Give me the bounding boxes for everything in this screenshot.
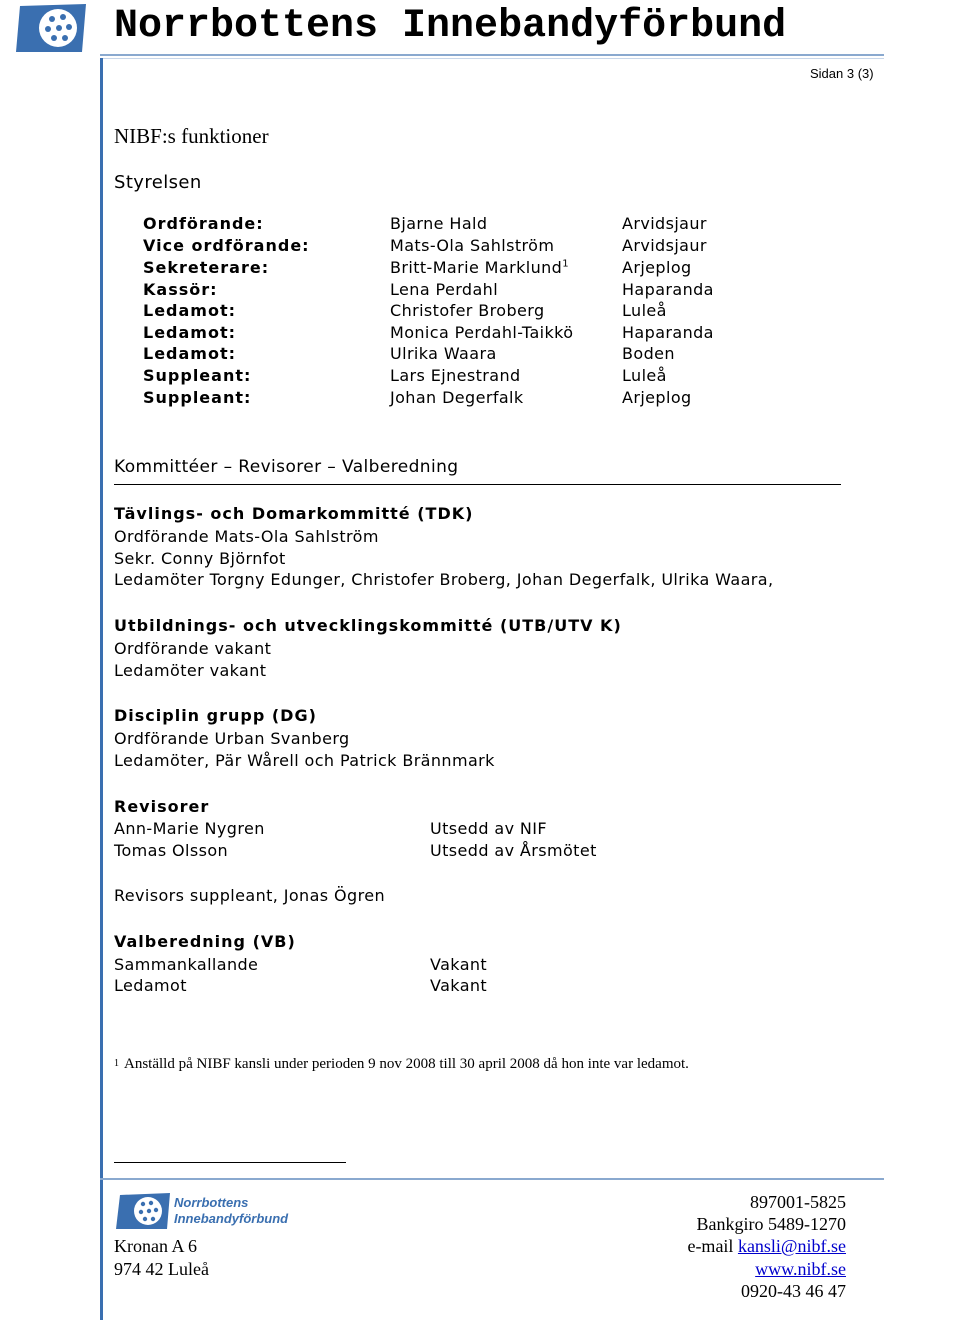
footer-web-link[interactable]: www.nibf.se <box>755 1259 846 1279</box>
footer-divider <box>100 1178 884 1180</box>
board-role: Ordförande: <box>143 214 264 233</box>
tdk-chair: Ordförande Mats-Ola Sahlström <box>114 527 379 546</box>
board-role: Sekreterare: <box>143 258 270 277</box>
utb-members: Ledamöter vakant <box>114 661 267 680</box>
utb-chair: Ordförande vakant <box>114 639 272 658</box>
footnote-text: Anställd på NIBF kansli under perioden 9 nov 2008 till 30 april 2008 då hon inte var ledamot. <box>124 1056 689 1072</box>
footer-logo-line2: Innebandyförbund <box>174 1211 289 1226</box>
dg-title: Disciplin grupp (DG) <box>114 706 317 725</box>
auditor-note: Utsedd av NIF <box>430 819 548 838</box>
auditor-name: Tomas Olsson <box>114 841 229 860</box>
vb-title: Valberedning (VB) <box>114 932 296 951</box>
footnote-separator <box>114 1162 346 1163</box>
board-role: Suppleant: <box>143 388 252 407</box>
board-city: Arvidsjaur <box>622 214 707 233</box>
footnote-marker: 1 <box>562 258 569 270</box>
footer-logo <box>114 1192 294 1230</box>
vb-role: Sammankallande <box>114 955 259 974</box>
board-city: Luleå <box>622 366 667 385</box>
board-name: Lars Ejnestrand <box>390 366 521 385</box>
auditors-title: Revisorer <box>114 797 210 816</box>
committees-underline <box>114 484 841 485</box>
tdk-members: Ledamöter Torgny Edunger, Christofer Broberg, Johan Degerfalk, Ulrika Waara, <box>114 570 774 589</box>
footer-logo-icon <box>114 1192 172 1230</box>
board-name: Johan Degerfalk <box>390 388 524 407</box>
board-role: Vice ordförande: <box>143 236 310 255</box>
auditor-note: Utsedd av Årsmötet <box>430 841 597 860</box>
utb-title: Utbildnings- och utvecklingskommitté (UTB/UTV K) <box>114 616 622 635</box>
footer-orgnr: 897001-5825 <box>750 1192 846 1212</box>
footer-address-city: 974 42 Luleå <box>114 1259 209 1279</box>
tdk-title: Tävlings- och Domarkommitté (TDK) <box>114 504 474 523</box>
auditor-name: Ann-Marie Nygren <box>114 819 265 838</box>
board-name: Lena Perdahl <box>390 280 499 299</box>
board-city: Haparanda <box>622 280 714 299</box>
header-divider-thin <box>100 58 884 59</box>
header-divider <box>100 54 884 56</box>
tdk-secretary: Sekr. Conny Björnfot <box>114 549 286 568</box>
board-name-text: Britt-Marie Marklund <box>390 258 563 277</box>
board-city: Haparanda <box>622 323 714 342</box>
footer-logo-line1: Norrbottens <box>174 1195 249 1210</box>
board-role: Suppleant: <box>143 366 252 385</box>
footer-phone: 0920-43 46 47 <box>741 1281 846 1301</box>
page-header-title: Norrbottens Innebandyförbund <box>114 4 787 49</box>
board-role: Ledamot: <box>143 301 237 320</box>
board-role: Ledamot: <box>143 323 237 342</box>
committees-heading: Kommittéer – Revisorer – Valberedning <box>114 457 459 477</box>
board-city: Arjeplog <box>622 258 692 277</box>
footer-email-link[interactable]: kansli@nibf.se <box>737 1236 846 1256</box>
board-name <box>390 258 569 277</box>
nibf-logo <box>12 2 90 54</box>
left-margin-bar <box>100 58 103 1320</box>
board-role: Kassör: <box>143 280 218 299</box>
vb-value: Vakant <box>430 976 488 995</box>
board-name: Monica Perdahl-Taikkö <box>390 323 574 342</box>
vb-value: Vakant <box>430 955 488 974</box>
footer-email-line <box>687 1236 846 1257</box>
board-role: Ledamot: <box>143 344 237 363</box>
board-city: Arjeplog <box>622 388 692 407</box>
board-name: Ulrika Waara <box>390 344 497 363</box>
board-city: Luleå <box>622 301 667 320</box>
board-city: Arvidsjaur <box>622 236 707 255</box>
board-title: Styrelsen <box>114 172 202 193</box>
footer-web-line <box>755 1259 846 1280</box>
footnote-ref: 1 <box>114 1058 119 1069</box>
footer-bankgiro: Bankgiro 5489-1270 <box>696 1214 846 1234</box>
footer-email-label: e-mail <box>687 1236 738 1256</box>
board-name: Mats-Ola Sahlström <box>390 236 555 255</box>
dg-chair: Ordförande Urban Svanberg <box>114 729 350 748</box>
document-heading: NIBF:s funktioner <box>114 124 269 148</box>
dg-members: Ledamöter, Pär Wårell och Patrick Brännmark <box>114 751 495 770</box>
board-name: Christofer Broberg <box>390 301 545 320</box>
footer-address-street: Kronan A 6 <box>114 1236 197 1256</box>
page-number: Sidan 3 (3) <box>810 66 874 81</box>
vb-role: Ledamot <box>114 976 187 995</box>
board-city: Boden <box>622 344 675 363</box>
board-name: Bjarne Hald <box>390 214 488 233</box>
auditor-substitute: Revisors suppleant, Jonas Ögren <box>114 886 385 905</box>
